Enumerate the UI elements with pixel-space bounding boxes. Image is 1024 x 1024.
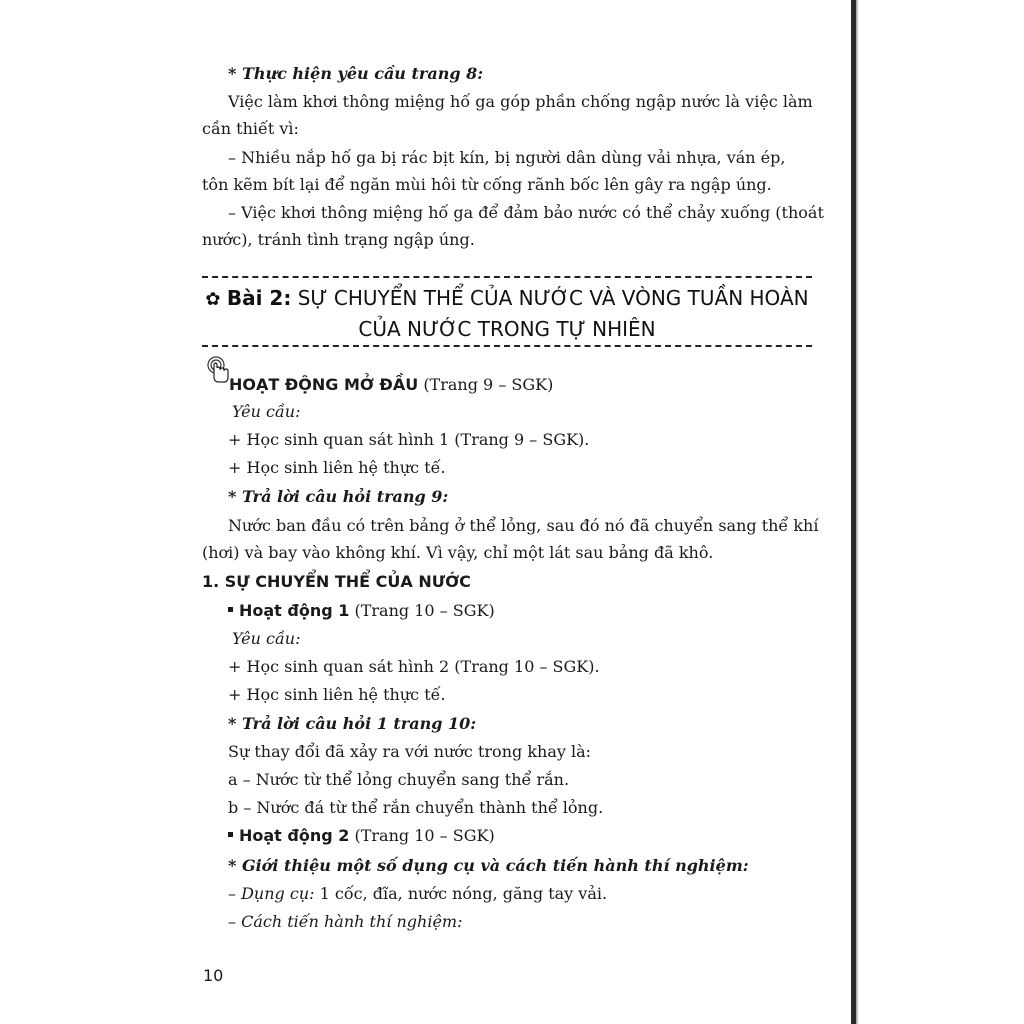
opening-requirement-item: + Học sinh liên hệ thực tế. xyxy=(228,458,446,477)
opening-requirement-label: Yêu cầu: xyxy=(232,402,301,421)
opening-requirement-item: + Học sinh quan sát hình 1 (Trang 9 – SGK). xyxy=(228,430,590,449)
square-bullet-icon xyxy=(228,832,233,837)
intro-paragraph-line: cần thiết vì: xyxy=(202,119,299,138)
lesson-title-line2: CỦA NƯỚC TRONG TỰ NHIÊN xyxy=(358,317,656,341)
page-edge-shadow xyxy=(856,0,859,1024)
activity-2-row xyxy=(228,826,495,846)
method-label: – Cách tiến hành thí nghiệm: xyxy=(228,912,463,931)
page-number: 10 xyxy=(203,966,224,985)
intro-paragraph-line: Việc làm khơi thông miệng hố ga góp phần chống ngập nước là việc làm xyxy=(228,92,813,111)
activity-1-row xyxy=(228,601,495,621)
lesson-label: Bài 2: xyxy=(226,286,292,310)
opening-heading-row xyxy=(229,375,553,395)
intro-bullet-line: – Việc khơi thông miệng hố ga để đảm bảo nước có thể chảy xuống (thoát xyxy=(228,203,824,222)
touch-hand-icon xyxy=(204,355,232,385)
opening-answer-line: (hơi) và bay vào không khí. Vì vậy, chỉ một lát sau bảng đã khô. xyxy=(202,543,714,562)
section-answer-line: Sự thay đổi đã xảy ra với nước trong khay là: xyxy=(228,742,592,761)
activity-1-label: Hoạt động 1 xyxy=(239,601,350,620)
section-requirement-item: + Học sinh liên hệ thực tế. xyxy=(228,685,446,704)
section-requirement-label: Yêu cầu: xyxy=(232,629,301,648)
activity-2-ref: (Trang 10 – SGK) xyxy=(354,826,495,845)
tools-label: – Dụng cụ: xyxy=(228,884,315,903)
square-bullet-icon xyxy=(228,607,233,612)
title-divider-top xyxy=(202,276,812,278)
title-divider-bottom xyxy=(202,345,812,347)
activity-1-ref: (Trang 10 – SGK) xyxy=(354,601,495,620)
activity-2-label: Hoạt động 2 xyxy=(239,826,350,845)
section-answer-item: a – Nước từ thể lỏng chuyển sang thể rắn. xyxy=(228,770,570,789)
opening-heading-ref: (Trang 9 – SGK) xyxy=(423,375,554,394)
experiment-intro-heading: * Giới thiệu một số dụng cụ và cách tiến hành thí nghiệm: xyxy=(228,856,749,875)
opening-answer-line: Nước ban đầu có trên bảng ở thể lỏng, sau đó nó đã chuyển sang thể khí xyxy=(228,516,819,535)
opening-heading: HOẠT ĐỘNG MỞ ĐẦU xyxy=(229,375,419,394)
section-answer-heading: * Trả lời câu hỏi 1 trang 10: xyxy=(228,714,477,733)
section-heading: 1. SỰ CHUYỂN THỂ CỦA NƯỚC xyxy=(202,572,471,591)
opening-answer-heading: * Trả lời câu hỏi trang 9: xyxy=(228,487,449,506)
tools-value: 1 cốc, đĩa, nước nóng, găng tay vải. xyxy=(319,884,608,903)
tools-row xyxy=(228,884,607,904)
intro-bullet-line: tôn kẽm bít lại để ngăn mùi hôi từ cống rãnh bốc lên gây ra ngập úng. xyxy=(202,175,772,194)
lesson-title xyxy=(202,284,812,314)
section-answer-item: b – Nước đá từ thể rắn chuyển thành thể lỏng. xyxy=(228,798,604,817)
intro-heading: * Thực hiện yêu cầu trang 8: xyxy=(228,64,484,83)
intro-bullet-line: nước), tránh tình trạng ngập úng. xyxy=(202,230,475,249)
flower-icon: ✿ xyxy=(205,289,221,310)
intro-bullet-line: – Nhiều nắp hố ga bị rác bịt kín, bị người dân dùng vải nhựa, ván ép, xyxy=(228,148,786,167)
lesson-title-line1: SỰ CHUYỂN THỂ CỦA NƯỚC VÀ VÒNG TUẦN HOÀN xyxy=(297,286,809,310)
section-requirement-item: + Học sinh quan sát hình 2 (Trang 10 – SGK). xyxy=(228,657,600,676)
